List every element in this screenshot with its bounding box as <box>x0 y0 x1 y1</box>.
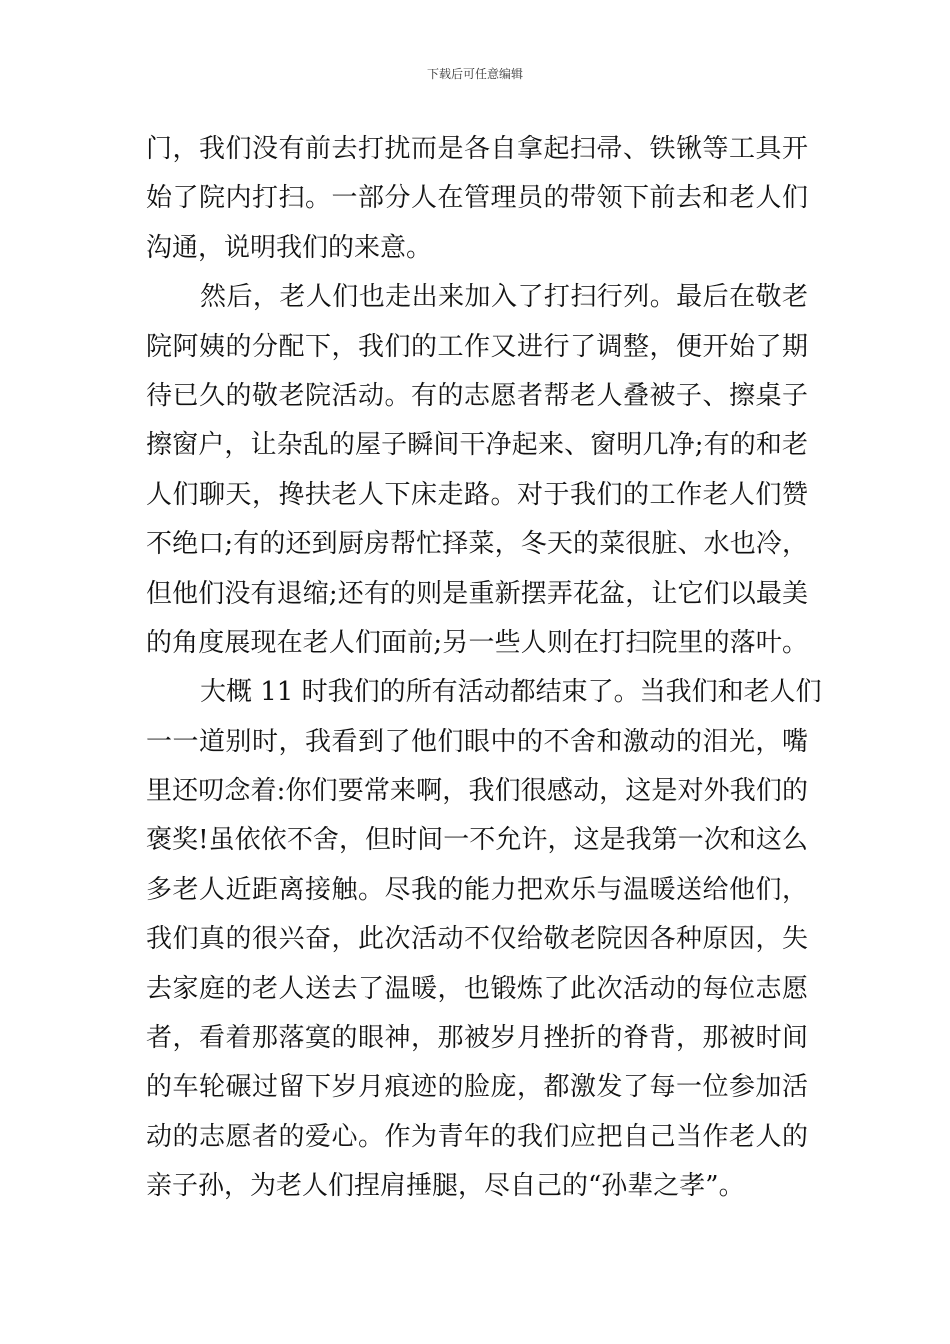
text-line: 去家庭的老人送去了温暖，也锻炼了此次活动的每位志愿 <box>146 973 808 1004</box>
text-line: 的车轮碾过留下岁月痕迹的脸庞，都激发了每一位参加活 <box>146 1072 808 1103</box>
text-line: 不绝口;有的还到厨房帮忙择菜，冬天的菜很脏、水也冷， <box>146 529 808 560</box>
text-line: 亲子孙，为老人们捏肩捶腿，尽自己的“孙辈之孝”。 <box>146 1171 745 1202</box>
text-line: 始了院内打扫。一部分人在管理员的带领下前去和老人们 <box>146 183 808 214</box>
text-line: 但他们没有退缩;还有的则是重新摆弄花盆，让它们以最美 <box>146 578 808 609</box>
text-line: 动的志愿者的爱心。作为青年的我们应把自己当作老人的 <box>146 1121 808 1152</box>
text-line: 一一道别时，我看到了他们眼中的不舍和激动的泪光，嘴 <box>146 726 808 757</box>
text-line: 者，看着那落寞的眼神，那被岁月挫折的脊背，那被时间 <box>146 1023 808 1054</box>
text-line: 多老人近距离接触。尽我的能力把欢乐与温暖送给他们， <box>146 874 808 905</box>
text-line: 待已久的敬老院活动。有的志愿者帮老人叠被子、擦桌子 <box>146 380 808 411</box>
text-line: 人们聊天，搀扶老人下床走路。对于我们的工作老人们赞 <box>146 479 808 510</box>
text-line: 沟通，说明我们的来意。 <box>146 232 433 263</box>
paragraph-first-line: 然后，老人们也走出来加入了打扫行列。最后在敬老 <box>200 282 808 313</box>
text-line: 院阿姨的分配下，我们的工作又进行了调整，便开始了期 <box>146 331 808 362</box>
page-header-note: 下载后可任意编辑 <box>426 67 523 81</box>
text-line: 门，我们没有前去打扰而是各自拿起扫帚、铁锹等工具开 <box>146 134 808 164</box>
document-body <box>146 125 822 1212</box>
text-line: 擦窗户，让杂乱的屋子瞬间干净起来、窗明几净;有的和老 <box>146 430 808 461</box>
text-line: 褒奖!虽依依不舍，但时间一不允许，这是我第一次和这么 <box>146 825 808 856</box>
text-line: 里还叨念着:你们要常来啊，我们很感动，这是对外我们的 <box>146 776 808 807</box>
text-line: 我们真的很兴奋，此次活动不仅给敬老院因各种原因，失 <box>146 924 808 955</box>
text-line: 的角度展现在老人们面前;另一些人则在打扫院里的落叶。 <box>146 627 808 658</box>
paragraph-first-line: 大概 11 时我们的所有活动都结束了。当我们和老人们 <box>200 677 822 708</box>
